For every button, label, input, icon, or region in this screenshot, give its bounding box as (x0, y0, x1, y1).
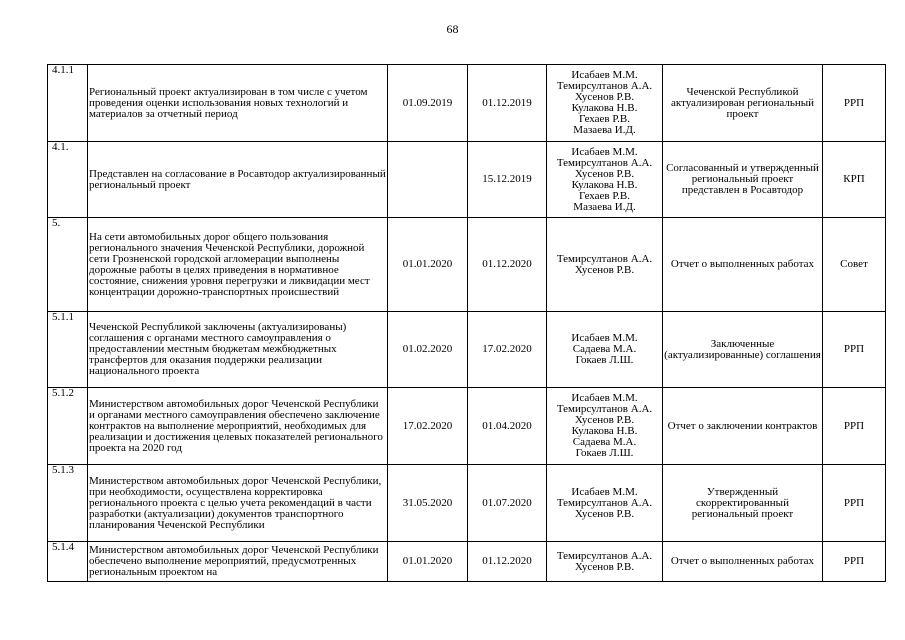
row-document-type: РРП (823, 65, 886, 142)
row-description: На сети автомобильных дорог общего пользования регионального значения Чеченской Республики, дорожной сети Грозненской городской агломерации выполнены дорожные работы в целях приведения в нормативное состояние, снижения уровня перегрузки и ликвидации мест концентрации дорожно-транспортных происшествий (88, 218, 388, 312)
row-responsible (547, 142, 663, 218)
responsible-person: Кулакова Н.В. (571, 178, 638, 191)
table-row (48, 142, 886, 218)
responsible-person: Мазаева И.Д. (573, 200, 636, 213)
responsible-person: Исабаев М.М. (571, 332, 638, 344)
responsible-person: Кулакова Н.В. (571, 425, 638, 437)
responsible-person: Хусенов Р.В. (574, 507, 635, 520)
row-description: Чеченской Республикой заключены (актуализированы) соглашения с органами местного самоуправления о предоставлении местным бюджетам межбюджетных трансфертов для оказания поддержки реализации национального проекта (88, 312, 388, 388)
row-document-type: РРП (823, 542, 886, 582)
row-document-type: КРП (823, 142, 886, 218)
responsible-person: Темирсултанов А.А. (556, 80, 653, 92)
table-row (48, 388, 886, 465)
responsible-person: Темирсултанов А.А. (556, 496, 653, 509)
row-end-date: 17.02.2020 (468, 312, 547, 388)
row-start-date: 01.02.2020 (388, 312, 468, 388)
row-end-date: 15.12.2019 (468, 142, 547, 218)
responsible-person: Темирсултанов А.А. (556, 549, 653, 562)
row-responsible (547, 388, 663, 465)
responsible-person: Темирсултанов А.А. (556, 252, 653, 265)
row-start-date: 01.01.2020 (388, 542, 468, 582)
row-number: 5.1.1 (48, 312, 88, 388)
row-responsible (547, 65, 663, 142)
responsible-person: Темирсултанов А.А. (556, 403, 653, 415)
row-number: 5.1.4 (48, 542, 88, 582)
responsible-person: Хусенов Р.В. (574, 263, 635, 276)
row-start-date: 17.02.2020 (388, 388, 468, 465)
row-number: 4.1. (48, 142, 88, 218)
responsible-person: Хусенов Р.В. (574, 167, 635, 180)
row-end-date: 01.04.2020 (468, 388, 547, 465)
row-number: 5.1.2 (48, 388, 88, 465)
table-row (48, 312, 886, 388)
responsible-person: Исабаев М.М. (571, 145, 638, 158)
responsible-person: Гокаев Л.Ш. (575, 354, 634, 366)
row-end-date: 01.12.2019 (468, 65, 547, 142)
responsible-person: Гехаев Р.В. (579, 113, 630, 125)
row-responsible (547, 218, 663, 312)
row-start-date (388, 142, 468, 218)
table-row (48, 218, 886, 312)
row-description: Министерством автомобильных дорог Чеченской Республики, при необходимости, осуществлена корректировка регионального проекта с целью учета рекомендаций в части разработки (актуализации) документов транспортного планирования Чеченской Республики (88, 465, 388, 542)
page-number: 68 (446, 22, 459, 36)
responsible-person: Исабаев М.М. (571, 69, 638, 81)
project-schedule-table (47, 64, 886, 582)
table-row (48, 542, 886, 582)
row-result: Заключенные (актуализированные) соглашения (663, 312, 823, 388)
row-responsible (547, 465, 663, 542)
row-result: Согласованный и утвержденный региональный проект представлен в Росавтодор (663, 142, 823, 218)
responsible-person: Хусенов Р.В. (574, 560, 635, 573)
responsible-person: Исабаев М.М. (571, 392, 638, 404)
row-result: Отчет о выполненных работах (663, 218, 823, 312)
table-row (48, 465, 886, 542)
responsible-person: Хусенов Р.В. (574, 414, 635, 426)
row-end-date: 01.12.2020 (468, 542, 547, 582)
row-end-date: 01.07.2020 (468, 465, 547, 542)
row-responsible (547, 542, 663, 582)
row-start-date: 01.01.2020 (388, 218, 468, 312)
row-end-date: 01.12.2020 (468, 218, 547, 312)
row-description: Министерством автомобильных дорог Чеченской Республики и органами местного самоуправления обеспечено заключение контрактов на выполнение мероприятий, необходимых для реализации и достижения целевых показателей регионального проекта на 2020 год (88, 388, 388, 465)
row-document-type: РРП (823, 312, 886, 388)
row-number: 5.1.3 (48, 465, 88, 542)
row-description: Региональный проект актуализирован в том числе с учетом проведения оценки использования новых технологий и материалов за отчетный период (88, 65, 388, 142)
row-result: Утвержденный скорректированный региональный проект (663, 465, 823, 542)
row-number: 5. (48, 218, 88, 312)
row-number: 4.1.1 (48, 65, 88, 142)
responsible-person: Садаева М.А. (572, 343, 637, 355)
row-start-date: 01.09.2019 (388, 65, 468, 142)
table-row (48, 65, 886, 142)
responsible-person: Темирсултанов А.А. (556, 156, 653, 169)
row-document-type: РРП (823, 465, 886, 542)
responsible-person: Садаева М.А. (572, 436, 637, 448)
row-result: Чеченской Республикой актуализирован региональный проект (663, 65, 823, 142)
responsible-person: Гехаев Р.В. (579, 189, 630, 202)
row-description: Министерством автомобильных дорог Чеченской Республики обеспечено выполнение мероприятий, предусмотренных региональным проектом на (88, 542, 388, 582)
responsible-person: Хусенов Р.В. (574, 91, 635, 103)
responsible-person: Гокаев Л.Ш. (575, 447, 634, 459)
row-document-type: РРП (823, 388, 886, 465)
row-responsible (547, 312, 663, 388)
row-description: Представлен на согласование в Росавтодор актуализированный региональный проект (88, 142, 388, 218)
row-result: Отчет о выполненных работах (663, 542, 823, 582)
responsible-person: Мазаева И.Д. (573, 124, 636, 136)
row-result: Отчет о заключении контрактов (663, 388, 823, 465)
row-document-type: Совет (823, 218, 886, 312)
responsible-person: Кулакова Н.В. (571, 102, 638, 114)
responsible-person: Исабаев М.М. (571, 485, 638, 498)
row-start-date: 31.05.2020 (388, 465, 468, 542)
